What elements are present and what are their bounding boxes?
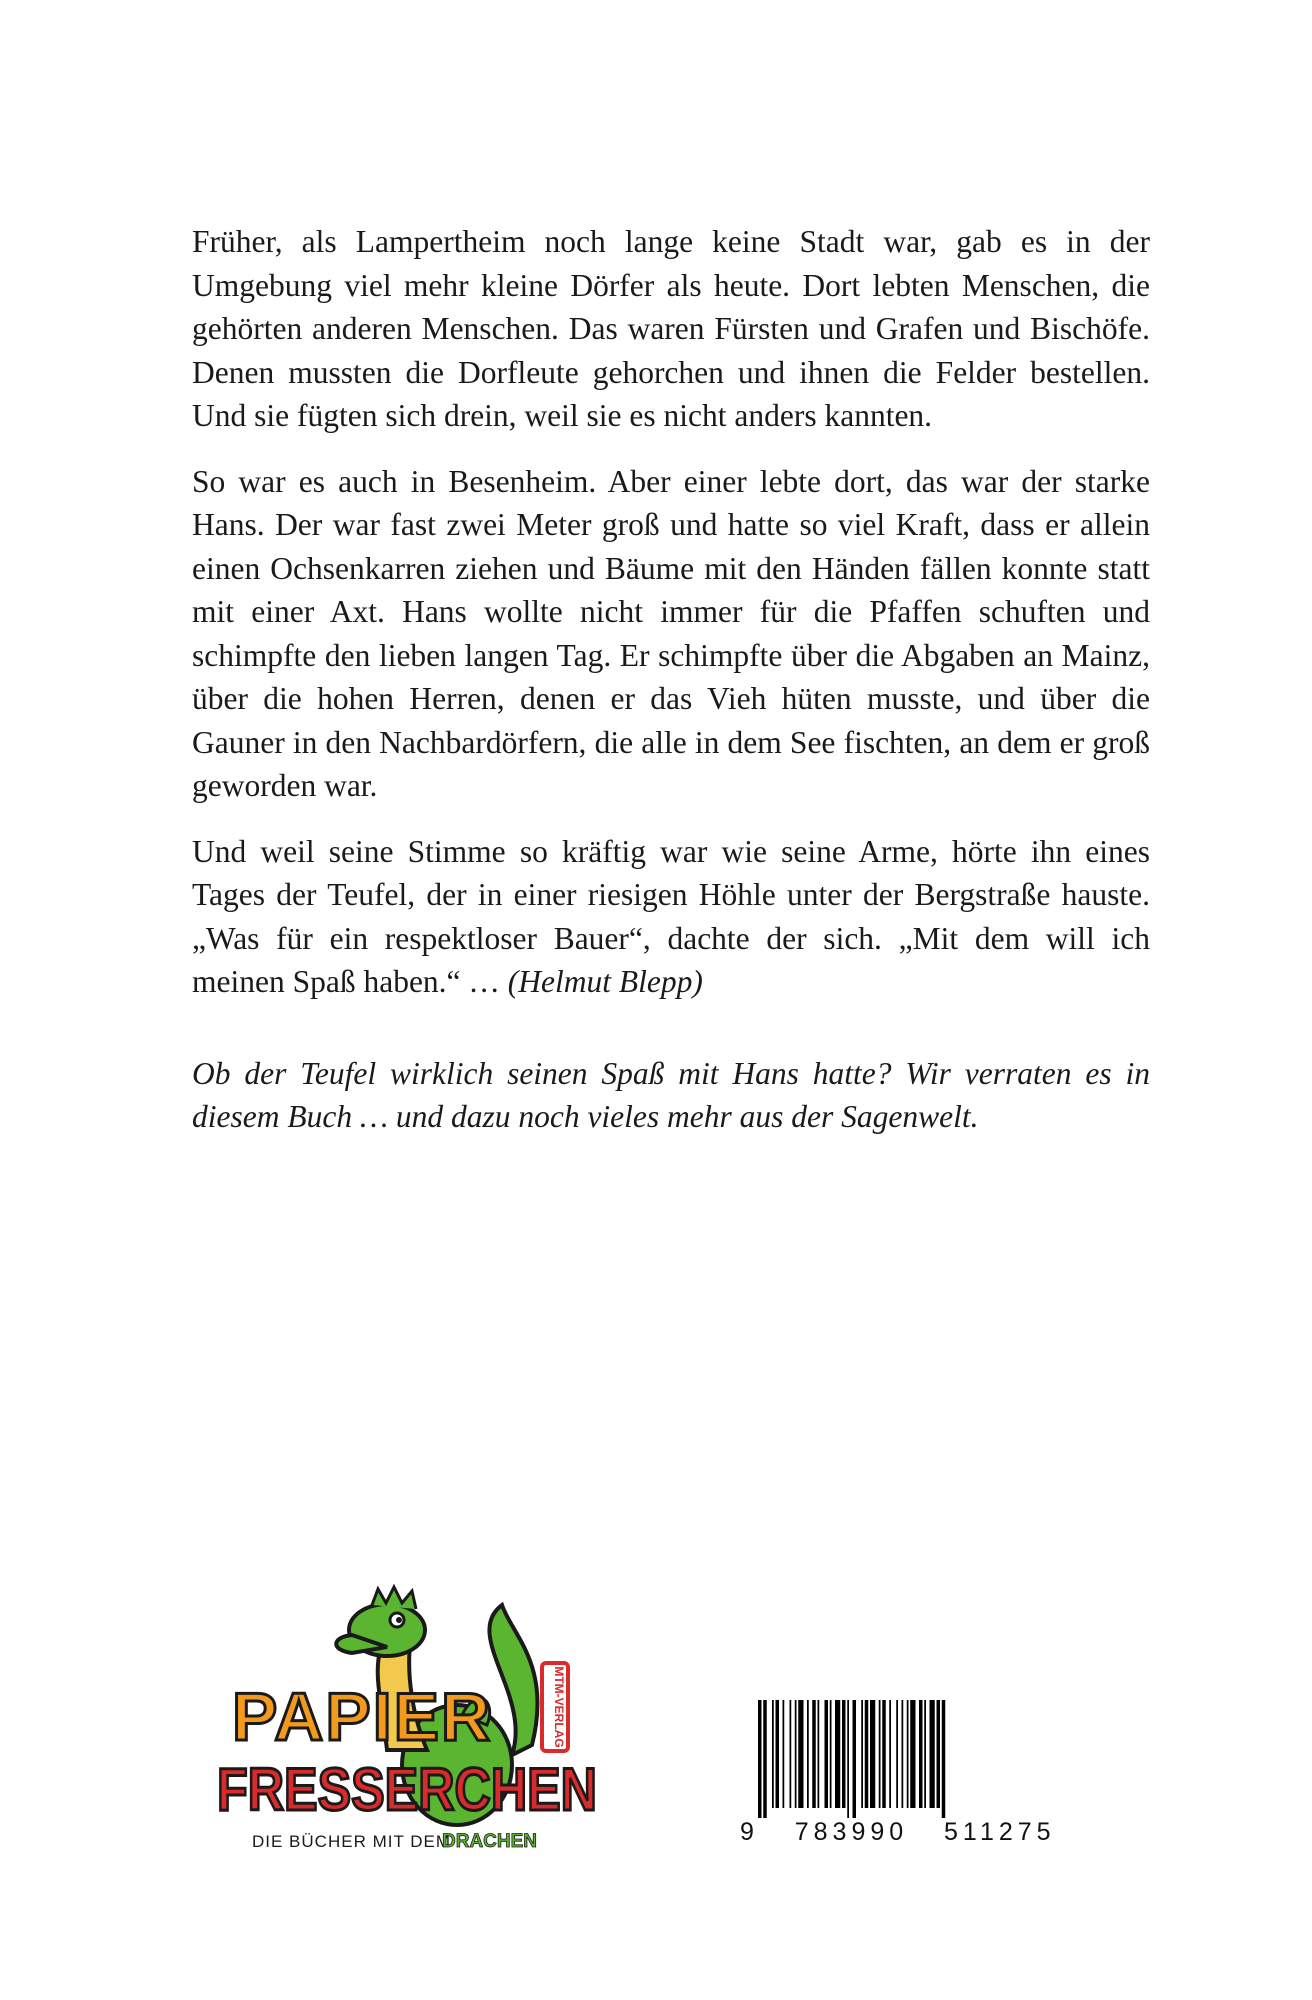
barcode-bar: [861, 1700, 863, 1808]
logo-tagline-highlight: DRACHEN: [442, 1831, 537, 1852]
teaser-text: Ob der Teufel wirklich seinen Spaß mit Hans hatte? Wir verraten es in diesem Buch … und dazu noch vieles mehr aus der Sagenwelt.: [192, 1055, 1150, 1134]
author-credit: (Helmut Blepp): [507, 964, 703, 999]
barcode-bar: [783, 1700, 785, 1808]
logo-tagline: DIE BÜCHER MIT DEM: [252, 1832, 452, 1851]
barcode-bar: [758, 1700, 762, 1818]
barcode-bar: [790, 1700, 792, 1808]
barcode-bar: [853, 1700, 857, 1818]
isbn-barcode: [740, 1700, 1060, 1845]
blurb-text: [192, 220, 1150, 1161]
barcode-bar: [930, 1700, 935, 1808]
paragraph-1: Früher, als Lampertheim noch lange keine Stadt war, gab es in der Umgebung viel mehr kleine Dörfer als heute. Dort lebten Menschen, die gehörten anderen Menschen. Das waren Fürsten und Grafen und Bischöfe. Denen mussten die Dorfleute gehorchen und ihnen die Felder bestellen. Und sie fügten sich drein, weil sie es nicht anders kannten.: [192, 224, 1150, 433]
barcode-bar: [919, 1700, 923, 1808]
logo-line-fresserchen: FRESSERCHEN: [217, 1756, 597, 1823]
barcode-bar: [772, 1700, 774, 1808]
paragraph-3-text: Und weil seine Stimme so kräftig war wie seine Arme, hörte ihn eines Tages der Teufel, der in einer riesigen Höhle unter der Bergstraße hauste. „Was für ein respektloser Bauer“, dachte der sich. „Mit dem will ich meinen Spaß haben.“ …: [192, 833, 1150, 999]
barcode-bar: [902, 1700, 904, 1808]
publisher-tag: MTM-VERLAG: [552, 1666, 566, 1748]
barcode-bar: [870, 1700, 875, 1808]
barcode-bar: [835, 1700, 840, 1808]
barcode-bar: [924, 1700, 926, 1808]
paragraph-3: [192, 830, 1150, 1004]
barcode-bar: [798, 1700, 803, 1808]
barcode-bar: [807, 1700, 809, 1808]
publisher-logo: [212, 1575, 612, 1875]
barcode-bar: [882, 1700, 886, 1808]
barcode-bar: [879, 1700, 881, 1808]
barcode-bar: [812, 1700, 816, 1808]
barcode-bar: [825, 1700, 829, 1808]
dragon-logo-graphic: [212, 1575, 612, 1875]
barcode-bar: [776, 1700, 780, 1808]
barcode-bar: [795, 1700, 797, 1808]
barcode-bar: [889, 1700, 891, 1808]
barcode-bar: [763, 1700, 767, 1818]
barcode-bars: [740, 1700, 1060, 1818]
barcode-number: 9 783990 511275: [740, 1818, 1056, 1846]
barcode-bar: [942, 1700, 946, 1818]
barcode-bar: [830, 1700, 832, 1808]
barcode-bar: [847, 1700, 849, 1818]
barcode-bar: [910, 1700, 915, 1808]
barcode-bar: [937, 1700, 941, 1808]
barcode-bar: [896, 1700, 898, 1808]
logo-line-papier: PAPIER: [232, 1679, 493, 1755]
barcode-bar: [907, 1700, 909, 1808]
barcode-bar: [865, 1700, 869, 1808]
barcode-bar: [842, 1700, 846, 1808]
barcode-bar: [818, 1700, 820, 1808]
paragraph-2: So war es auch in Besenheim. Aber einer lebte dort, das war der starke Hans. Der war fast zwei Meter groß und hatte so viel Kraft, dass er allein einen Ochsenkarren ziehen und Bäume mit den Händen fällen konnte statt mit einer Axt. Hans wollte nicht immer für die Pfaffen schuften und schimpfte den lieben langen Tag. Er schimpfte über die Abgaben an Mainz, über die hohen Herren, denen er das Vieh hüten musste, und über die Gauner in den Nachbardörfern, die alle in dem See fischten, an dem er groß geworden war.: [192, 463, 1150, 803]
